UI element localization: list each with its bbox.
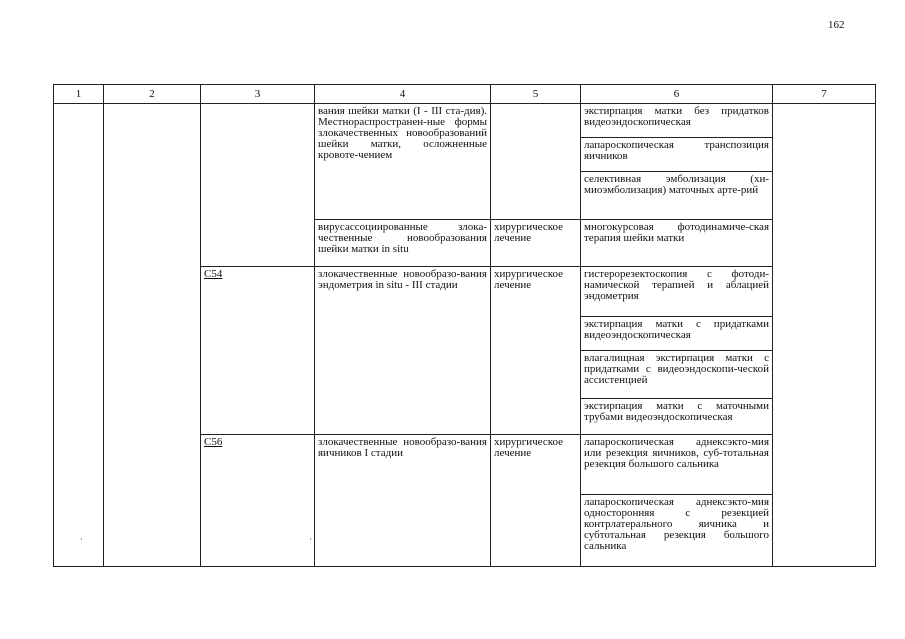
cell-code (201, 104, 315, 267)
column-numbers-row (54, 85, 876, 104)
medical-care-table (53, 84, 876, 567)
column-number: 6 (581, 85, 773, 104)
cell-code (201, 435, 315, 567)
cell-treatment-type (491, 104, 581, 220)
cell-col7 (773, 104, 876, 567)
cell-disease: вирусассоциированные злока-чественные новообразования шейки матки in situ (315, 220, 491, 267)
cell-disease: злокачественные новообразо-вания эндометрия in situ - III стадии (315, 267, 491, 435)
cell-treatment-type: хирургическое лечение (491, 267, 581, 435)
cell-method: лапароскопическая транспозиция яичников (581, 138, 773, 172)
column-number: 7 (773, 85, 876, 104)
cell-method: лапароскопическая аднексэкто-мия односторонняя с резекцией контрлатерального яичника и субтотальная резекция большого сальника (581, 495, 773, 567)
cell-method: экстирпация матки с придатками видеоэндоскопическая (581, 317, 773, 351)
cell-treatment-type: хирургическое лечение (491, 435, 581, 567)
cell-col2 (104, 104, 201, 567)
cell-method: многокурсовая фотодинамиче-ская терапия шейки матки (581, 220, 773, 267)
diagnosis-code: C54 (204, 268, 223, 280)
column-number: 2 (104, 85, 201, 104)
cell-method: экстирпация матки с маточными трубами видеоэндоскопическая (581, 399, 773, 435)
cell-method: селективная эмболизация (хи-миоэмболизация) маточных арте-рий (581, 172, 773, 220)
cell-code (201, 267, 315, 435)
column-number: 5 (491, 85, 581, 104)
scan-speck: · (309, 534, 312, 544)
cell-col1 (54, 104, 104, 567)
column-number: 1 (54, 85, 104, 104)
cell-method: гистерорезектоскопия с фотоди-намической терапией и аблацией эндометрия (581, 267, 773, 317)
scan-speck: · (80, 534, 83, 544)
cell-disease: вания шейки матки (I - III ста-дия). Местнораспространен-ные формы злокачественных новообразований шейки матки, осложненные кровоте-чением (315, 104, 491, 220)
column-number: 3 (201, 85, 315, 104)
cell-method: лапароскопическая аднексэкто-мия или резекция яичников, суб-тотальная резекция большого сальника (581, 435, 773, 495)
cell-method: влагалищная экстирпация матки с придатками с видеоэндоскопи-ческой ассистенцией (581, 351, 773, 399)
column-number: 4 (315, 85, 491, 104)
cell-method: экстирпация матки без придатков видеоэндоскопическая (581, 104, 773, 138)
table-row (54, 104, 876, 138)
diagnosis-code: C56 (204, 436, 223, 448)
cell-disease: злокачественные новообразо-вания яичников I стадии (315, 435, 491, 567)
cell-treatment-type: хирургическое лечение (491, 220, 581, 267)
page-number: 162 (828, 19, 845, 31)
